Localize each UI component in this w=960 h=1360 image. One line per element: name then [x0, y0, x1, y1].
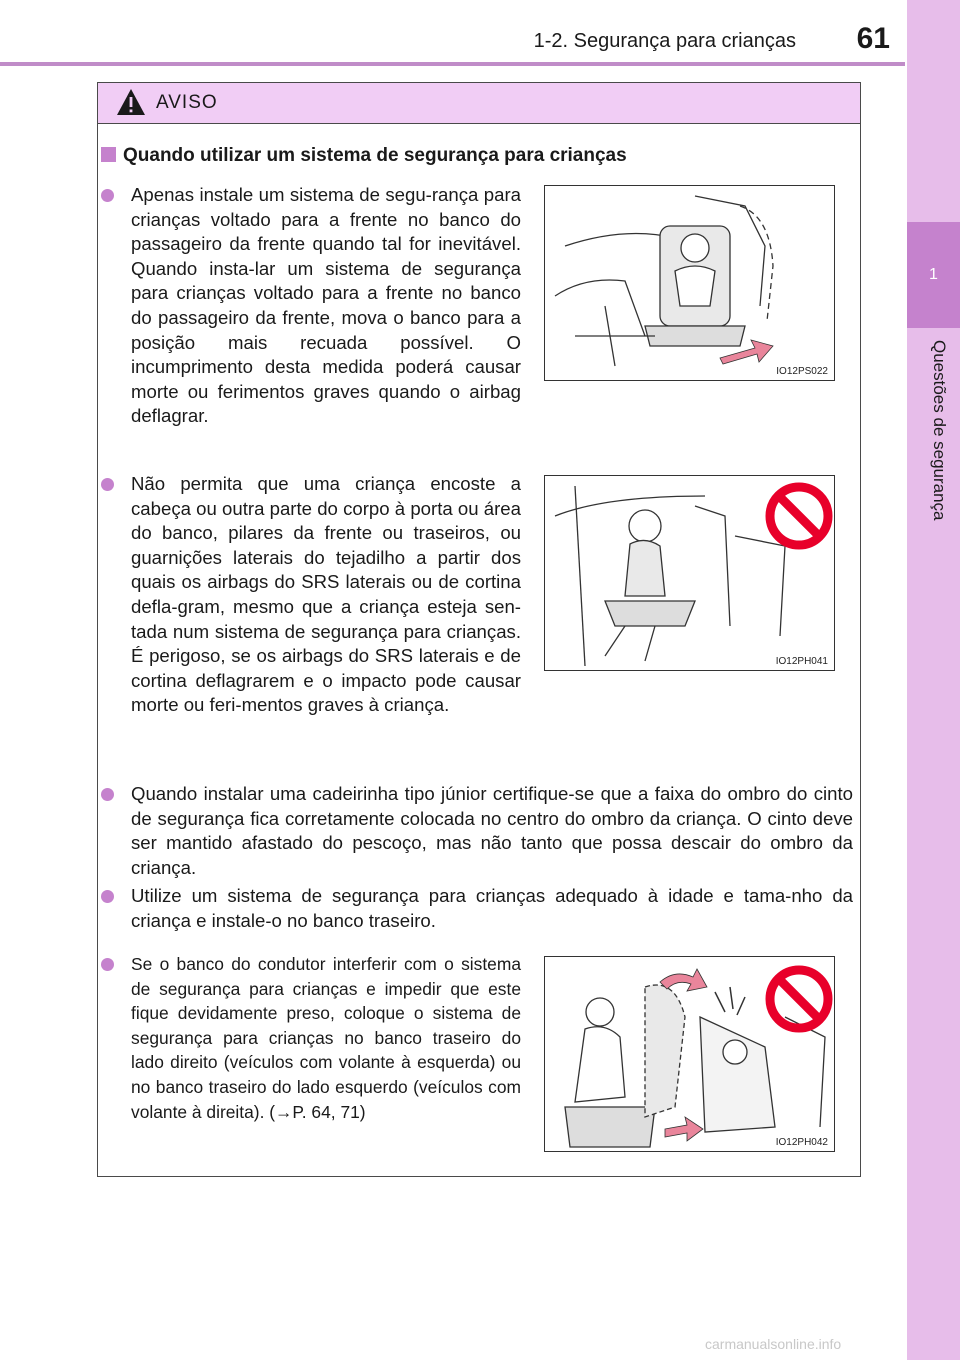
bullet-icon: [101, 788, 114, 801]
prohibition-icon: [770, 970, 828, 1028]
list-item-text: Se o banco do condutor interferir com o sistema de segurança para crianças e impedir que este fique devidamente preso, coloque o sistema de segurança para crianças no banco traseiro do lado direito (veículos com volante à esquerda) ou no banco traseiro do lado esquerdo (veículos com volante à direita). (→P. 64, 71): [131, 954, 521, 1122]
chapter-title: Questões de segurança: [930, 340, 949, 521]
list-item-text: Não permita que uma criança encoste a cabeça ou outra parte do corpo à porta ou área do banco, pilares da frente ou traseiros, ou guarnições laterais do tejadilho a partir dos quais os airbags do SRS laterais ou de cortina defla-gram, mesmo que a criança esteja sen-tada num sistema de segurança para crianças. É perigoso, se os airbags do SRS laterais e de cortina deflagrarem e o impacto pode causar morte ou feri-mentos graves à criança.: [131, 473, 521, 716]
prohibition-icon: [770, 487, 828, 545]
watermark: carmanualsonline.info: [705, 1336, 842, 1352]
figure-driver-seat-interference: [544, 956, 835, 1152]
list-item: [101, 952, 521, 1124]
bullet-icon: [101, 478, 114, 491]
list-item-text: Apenas instale um sistema de segu-rança para crianças voltado para a frente no banco do passageiro da frente quando tal for inevitável. Quando insta-lar um sistema de segurança para crianças voltado para a frente no banco do passageiro da frente, mova o banco para a posição mais recuada possível. O incumprimento desta medida poderá causar morte ou ferimentos graves quando o airbag deflagrar.: [131, 184, 521, 427]
bullet-icon: [101, 189, 114, 202]
figure-child-leaning: [544, 475, 835, 671]
warning-heading-text: Quando utilizar um sistema de segurança para crianças: [123, 145, 627, 166]
side-tab: [907, 0, 960, 1360]
square-bullet-icon: [101, 147, 116, 162]
list-item: [101, 782, 853, 880]
figure-code: IO12PS022: [776, 366, 828, 377]
figure-child-seat-front: [544, 185, 835, 381]
list-item-text: Utilize um sistema de segurança para crianças adequado à idade e tama-nho da criança e instale-o no banco traseiro.: [131, 885, 853, 931]
warning-label: AVISO: [156, 92, 218, 113]
warning-heading: [101, 145, 627, 167]
header-rule: [0, 62, 905, 66]
child-leaning-illustration: [545, 476, 836, 672]
chapter-tab[interactable]: [907, 222, 960, 328]
driver-seat-illustration: [545, 957, 836, 1153]
list-item-text: Quando instalar uma cadeirinha tipo júnior certifique-se que a faixa do ombro do cinto de segurança fica corretamente colocada no centro do ombro da criança. O cinto deve ser mantido afastado do pescoço, mas não tanto que possa descair do ombro da criança.: [131, 783, 853, 878]
list-item: [101, 472, 521, 718]
section-title: 1-2. Segurança para crianças: [533, 30, 796, 52]
chapter-number: 1: [929, 266, 938, 283]
child-seat-illustration: [545, 186, 836, 382]
bullet-icon: [101, 890, 114, 903]
bullet-icon: [101, 958, 114, 971]
figure-code: IO12PH041: [775, 656, 828, 667]
figure-code: IO12PH042: [775, 1137, 828, 1148]
page-number: 61: [856, 22, 890, 55]
warning-header: [98, 83, 860, 124]
warning-triangle-icon: [116, 88, 146, 116]
list-item: [101, 183, 521, 429]
list-item: [101, 884, 853, 933]
